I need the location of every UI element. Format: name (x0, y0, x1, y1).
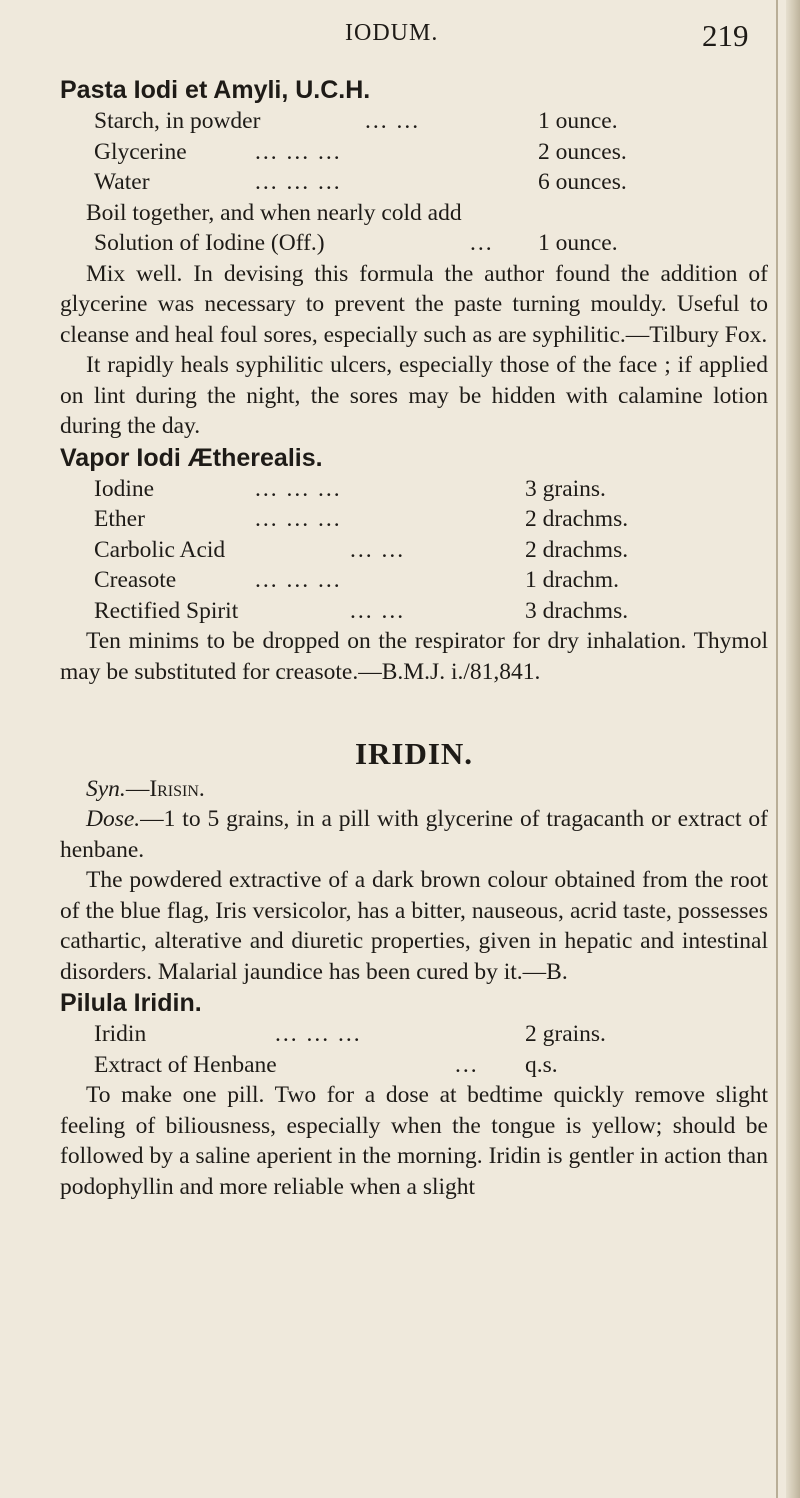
leader-dots: ... ... ... (275, 1021, 362, 1047)
instruction-line: Boil together, and when nearly cold add (86, 199, 462, 226)
running-title: IODUM. (345, 20, 439, 46)
ingredient-qty: 3 grains. (525, 475, 606, 502)
iridin-description: The powdered extractive of a dark brown colour obtained from the root of the blue flag, Iris versicolor, has a bitter, nauseous, acrid taste, possesses cathartic, alterative and diuretic properties, given in hepatic and intestinal disorders. Malarial jaundice has been cured by it.—B. (60, 867, 768, 985)
leader-dots: ... ... ... (255, 138, 342, 165)
ingredient-qty: 6 ounces. (538, 169, 627, 195)
syn-value: —Irisin. (125, 775, 205, 802)
synonym-line (60, 774, 768, 805)
ingredient-row (60, 1050, 768, 1081)
ingredient-qty: 2 drachms. (525, 536, 629, 563)
page-edge (786, 0, 800, 1498)
page-edge-line (776, 0, 778, 1498)
ingredient-row (60, 137, 768, 168)
ingredient-name: Starch, in powder (94, 108, 261, 134)
ingredient-name: Solution of Iodine (Off.) (94, 230, 325, 256)
dose-line (60, 804, 768, 865)
leader-dots: ... ... (350, 536, 406, 563)
syn-label: Syn. (86, 775, 126, 802)
leader-dots: ... ... ... (255, 506, 342, 532)
page-header (0, 18, 800, 58)
ingredient-name: Rectified Spirit (94, 597, 239, 624)
ingredient-qty: q.s. (525, 1051, 558, 1078)
pasta-note-2: It rapidly heals syphilitic ulcers, especially those of the face ; if applied on lint during the night, the sores may be hidden with calamine lotion during the day. (60, 352, 768, 439)
pilula-title: Pilula Iridin. (60, 989, 202, 1017)
ingredient-qty: 2 ounces. (538, 138, 627, 165)
ingredient-row (60, 596, 768, 627)
leader-dots: ... ... ... (255, 475, 342, 502)
vapor-note: Ten minims to be dropped on the respirator for dry inhalation. Thymol may be substituted for creasote.—B.M.J. i./81,841. (60, 628, 768, 685)
ingredient-name: Ether (94, 506, 145, 532)
iridin-heading: IRIDIN. (354, 736, 474, 771)
ingredient-name: Carbolic Acid (94, 536, 226, 563)
ingredient-row (60, 565, 768, 596)
pilula-note: To make one pill. Two for a dose at bedtime quickly remove slight feeling of biliousness, especially when the tongue is yellow; should be followed by a saline aperient in the morning. Iridin is gentler in action than podophyllin and more reliable when a slight (60, 1082, 768, 1200)
text-body (60, 74, 768, 1202)
ingredient-name: Iridin (94, 1021, 147, 1047)
dose-label: Dose. (86, 806, 141, 832)
leader-dots: ... (470, 230, 494, 256)
ingredient-name: Glycerine (94, 138, 187, 165)
dose-text: —1 to 5 grains, in a pill with glycerine of tragacanth or extract of henbane. (60, 806, 768, 863)
ingredient-qty: 1 ounce. (538, 108, 618, 134)
ingredient-qty: 3 drachms. (525, 597, 629, 624)
leader-dots: ... (455, 1051, 479, 1078)
pasta-note: Mix well. In devising this formula the author found the addition of glycerine was necessary to prevent the paste turning mouldy. Useful to cleanse and heal foul sores, especially such as are syphilitic.—Tilbury Fox. (60, 260, 768, 348)
leader-dots: ... ... (350, 597, 406, 624)
leader-dots: ... ... ... (255, 169, 342, 195)
pasta-title: Pasta Iodi et Amyli, U.C.H. (60, 76, 371, 104)
ingredient-qty: 2 grains. (525, 1021, 606, 1047)
ingredient-name: Creasote (94, 567, 177, 593)
ingredient-name: Water (94, 169, 150, 195)
page-number: 219 (702, 18, 749, 53)
leader-dots: ... ... ... (255, 567, 342, 593)
vapor-title: Vapor Iodi Ætherealis. (60, 443, 323, 472)
ingredient-row (60, 504, 768, 535)
ingredient-qty: 1 drachm. (525, 567, 619, 593)
ingredient-qty: 1 ounce. (538, 230, 618, 256)
ingredient-row (60, 474, 768, 505)
ingredient-name: Iodine (94, 475, 155, 502)
ingredient-row (60, 167, 768, 198)
ingredient-row (60, 535, 768, 566)
ingredient-row (60, 1019, 768, 1050)
leader-dots: ... ... (365, 108, 421, 134)
ingredient-name: Extract of Henbane (94, 1051, 277, 1078)
ingredient-qty: 2 drachms. (525, 506, 629, 532)
ingredient-row (60, 228, 768, 259)
ingredient-row (60, 106, 768, 137)
